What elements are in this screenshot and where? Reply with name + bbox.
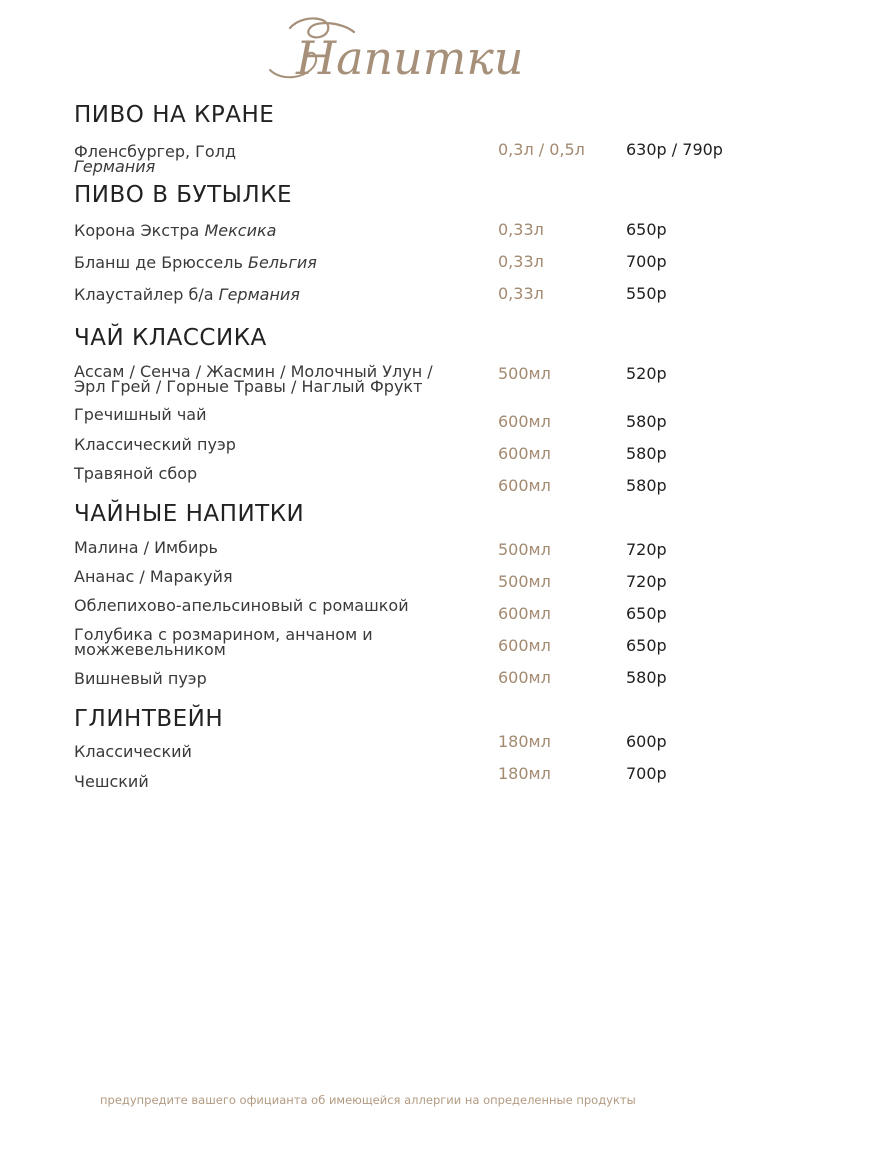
item-price: 720р <box>626 572 667 591</box>
item-volume: 0,33л <box>498 220 544 239</box>
item-volume: 600мл <box>498 636 551 655</box>
item-volume: 500мл <box>498 364 551 383</box>
section-heading-tea-drinks: ЧАЙНЫЕ НАПИТКИ <box>74 501 305 527</box>
item-name-line-2: можжевельником <box>74 640 226 659</box>
item-name: Вишневый пуэр <box>74 669 207 688</box>
item-volume: 0,33л <box>498 284 544 303</box>
item-price: 700р <box>626 252 667 271</box>
item-name: Корона Экстра <box>74 221 200 240</box>
item-price: 650р <box>626 220 667 239</box>
item-volume: 0,33л <box>498 252 544 271</box>
item-price: 720р <box>626 540 667 559</box>
menu-title <box>262 8 524 90</box>
menu-item-pineapple-passionfruit <box>74 569 474 584</box>
menu-item-mulled-classic <box>74 744 474 759</box>
item-name-line-1: Ассам / Сенча / Жасмин / Молочный Улун / <box>74 362 433 381</box>
item-origin: Бельгия <box>247 253 317 272</box>
item-price: 580р <box>626 476 667 495</box>
menu-item-raspberry-ginger <box>74 540 474 555</box>
item-volume: 600мл <box>498 604 551 623</box>
item-name: Ананас / Маракуйя <box>74 567 233 586</box>
item-price: 550р <box>626 284 667 303</box>
menu-item-blueberry-rosemary <box>74 627 474 657</box>
item-volume: 600мл <box>498 476 551 495</box>
item-price: 580р <box>626 444 667 463</box>
item-name: Малина / Имбирь <box>74 538 218 557</box>
section-heading-tap-beer: ПИВО НА КРАНЕ <box>74 102 275 128</box>
item-name: Бланш де Брюссель <box>74 253 243 272</box>
menu-title-svg <box>262 8 524 90</box>
menu-item-flensburger <box>74 144 474 174</box>
menu-item-clausthaler <box>74 287 474 302</box>
menu-item-mulled-czech <box>74 774 474 789</box>
item-name: Гречишный чай <box>74 405 207 424</box>
item-price: 700р <box>626 764 667 783</box>
item-price: 580р <box>626 412 667 431</box>
item-name: Классический пуэр <box>74 435 236 454</box>
menu-item-blanche <box>74 255 474 270</box>
menu-item-seabuckthorn-orange <box>74 598 474 613</box>
allergy-note: предупредите вашего официанта об имеющейся аллергии на определенные продукты <box>100 1093 636 1107</box>
menu-item-cherry-puer <box>74 671 474 686</box>
item-name: Классический <box>74 742 192 761</box>
item-volume: 0,3л / 0,5л <box>498 140 585 159</box>
item-volume: 600мл <box>498 412 551 431</box>
menu-item-tea-assortment <box>74 364 474 394</box>
item-price: 580р <box>626 668 667 687</box>
section-heading-classic-tea: ЧАЙ КЛАССИКА <box>74 325 267 351</box>
menu-item-herbal-tea <box>74 466 474 481</box>
item-name: Фленсбургер, Голд <box>74 142 237 161</box>
item-price: 520р <box>626 364 667 383</box>
item-origin: Германия <box>74 157 156 176</box>
item-price: 650р <box>626 604 667 623</box>
menu-item-buckwheat-tea <box>74 407 474 422</box>
item-volume: 600мл <box>498 444 551 463</box>
item-name: Травяной сбор <box>74 464 198 483</box>
item-volume: 180мл <box>498 732 551 751</box>
item-price: 600р <box>626 732 667 751</box>
item-name: Облепихово-апельсиновый с ромашкой <box>74 596 409 615</box>
item-origin: Германия <box>218 285 300 304</box>
item-volume: 500мл <box>498 572 551 591</box>
item-volume: 180мл <box>498 764 551 783</box>
item-price: 650р <box>626 636 667 655</box>
item-volume: 600мл <box>498 668 551 687</box>
item-name: Чешский <box>74 772 149 791</box>
menu-item-corona <box>74 223 474 238</box>
item-origin: Мексика <box>204 221 277 240</box>
item-volume: 500мл <box>498 540 551 559</box>
item-price: 630р / 790р <box>626 140 723 159</box>
menu-title-text: Напитки <box>296 31 524 85</box>
item-name: Клаустайлер б/а <box>74 285 214 304</box>
section-heading-mulled-wine: ГЛИНТВЕЙН <box>74 706 224 732</box>
item-name-line-1: Голубика с розмарином, анчаном и <box>74 625 373 644</box>
item-name-line-2: Эрл Грей / Горные Травы / Наглый Фрукт <box>74 377 423 396</box>
section-heading-bottled-beer: ПИВО В БУТЫЛКЕ <box>74 182 293 208</box>
menu-item-classic-puer <box>74 437 474 452</box>
